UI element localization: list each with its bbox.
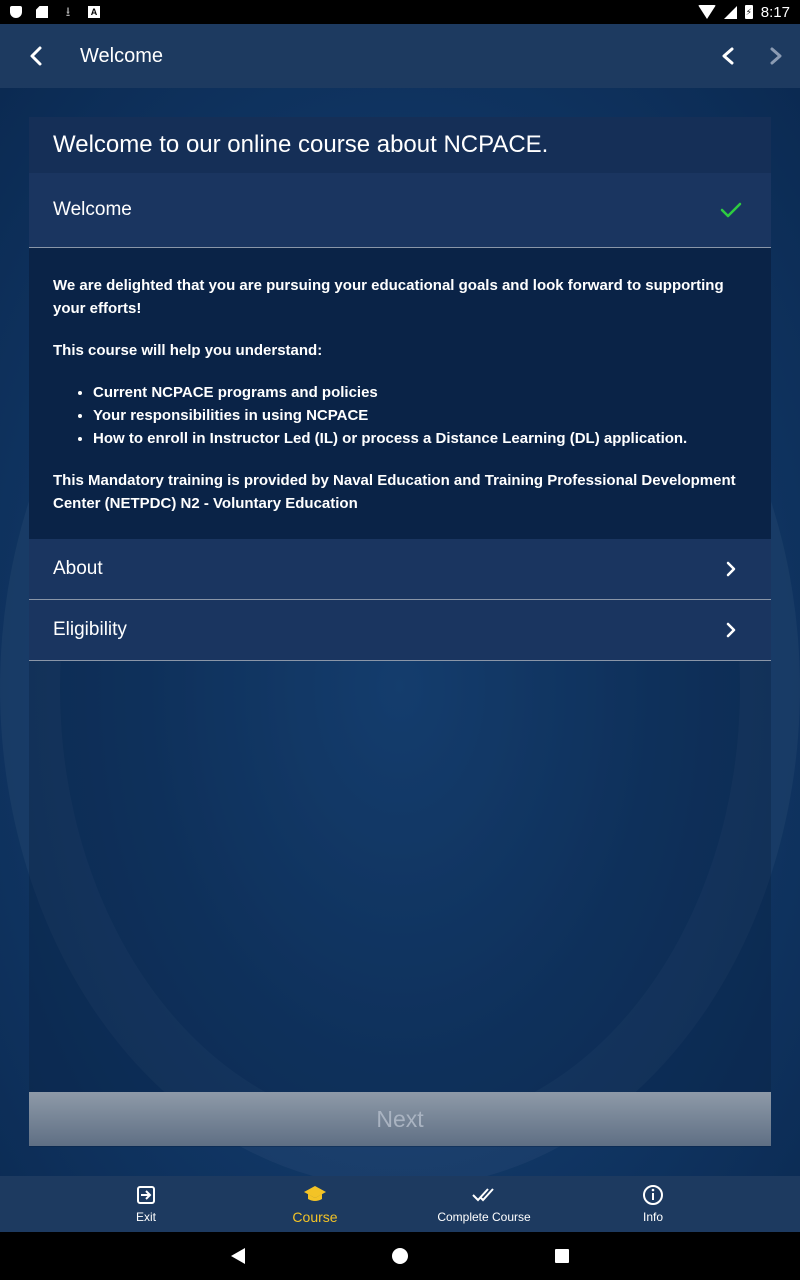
square-recents-icon: [554, 1248, 570, 1264]
double-check-icon: [471, 1184, 497, 1206]
download-icon: ⭳: [65, 4, 71, 19]
nav-label: Complete Course: [437, 1210, 531, 1224]
system-back-button[interactable]: [222, 1244, 254, 1268]
section-eligibility[interactable]: [29, 600, 771, 661]
triangle-back-icon: [230, 1247, 246, 1265]
battery-icon: ⚡: [745, 7, 752, 17]
exit-icon: [136, 1184, 156, 1206]
nav-complete-course[interactable]: [424, 1176, 544, 1232]
section-label: Welcome: [53, 199, 132, 220]
intro-text: We are delighted that you are pursuing your educational goals and look forward to supporting your efforts!: [53, 277, 724, 317]
sd-card-icon: [36, 6, 48, 18]
shield-icon: [10, 6, 22, 18]
nav-label: Info: [642, 1210, 663, 1224]
section-about[interactable]: [29, 539, 771, 600]
graduation-cap-icon: [303, 1183, 327, 1205]
section-label: About: [53, 558, 103, 579]
chevron-right-icon: [769, 46, 783, 66]
course-panel: [29, 117, 771, 1147]
next-button[interactable]: Next: [29, 1092, 771, 1146]
nav-info[interactable]: [613, 1176, 693, 1232]
info-icon: [642, 1184, 664, 1206]
a-icon: A: [88, 6, 100, 18]
system-home-button[interactable]: [384, 1240, 416, 1272]
chevron-left-icon: [721, 46, 735, 66]
footer-text: This Mandatory training is provided by Naval Education and Training Professional Development Center (NETPDC) N2 - Voluntary Education: [53, 472, 736, 512]
system-recents-button[interactable]: [546, 1240, 578, 1272]
back-button[interactable]: [0, 24, 72, 88]
welcome-content: [29, 248, 771, 539]
list-item: • Current NCPACE programs and policies: [93, 381, 747, 404]
section-welcome[interactable]: [29, 173, 771, 248]
system-nav-bar: [0, 1232, 800, 1280]
section-label: Eligibility: [53, 619, 127, 640]
nav-exit[interactable]: [106, 1176, 186, 1232]
chevron-left-icon: [28, 45, 44, 67]
status-bar: [0, 0, 800, 24]
next-page-button[interactable]: [752, 24, 800, 88]
chevron-right-icon: [715, 560, 747, 578]
nav-label: Course: [292, 1209, 338, 1225]
app-bar: [0, 24, 800, 88]
circle-home-icon: [391, 1247, 409, 1265]
topics-list: [93, 381, 747, 450]
list-item: • How to enroll in Instructor Led (IL) or process a Distance Learning (DL) application.: [93, 427, 747, 450]
clock: 8:17: [760, 3, 790, 21]
page-title: Welcome: [80, 44, 163, 67]
nav-course[interactable]: [275, 1176, 355, 1232]
list-intro-text: This course will help you understand:: [53, 342, 323, 359]
course-heading: Welcome to our online course about NCPACE.: [29, 117, 771, 173]
signal-icon: [724, 6, 737, 19]
chevron-right-icon: [715, 621, 747, 639]
wifi-icon: [698, 5, 716, 19]
list-item: • Your responsibilities in using NCPACE: [93, 404, 747, 427]
nav-label: Exit: [135, 1210, 156, 1224]
check-icon: [715, 201, 747, 219]
bottom-nav: [0, 1176, 800, 1232]
previous-page-button[interactable]: [704, 24, 752, 88]
